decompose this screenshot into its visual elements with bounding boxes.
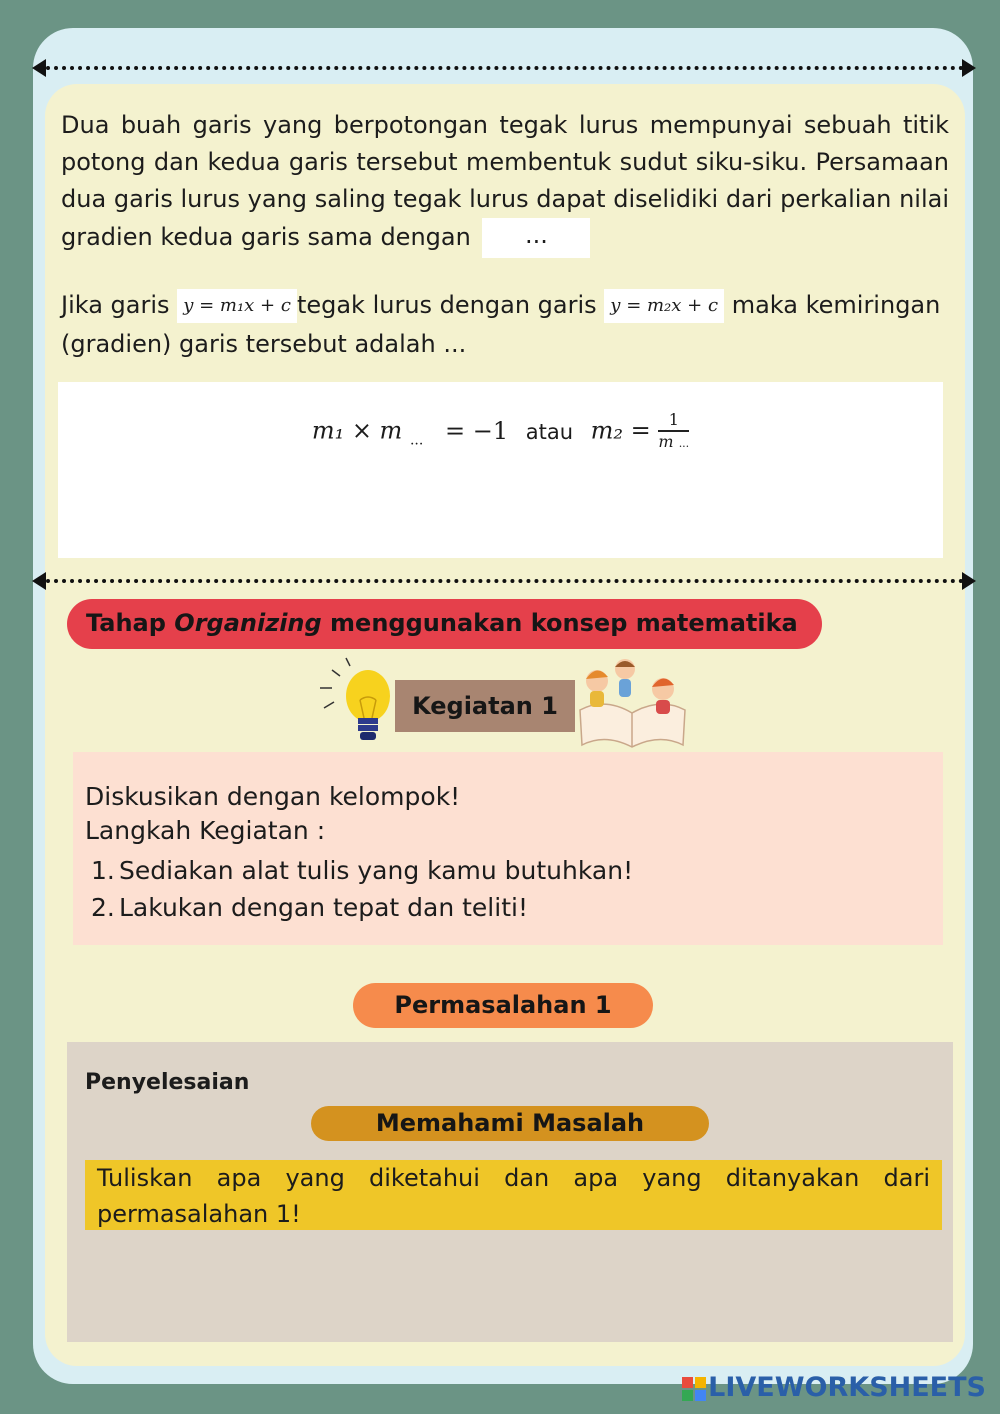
formula-box [58, 382, 943, 558]
formula-blank-1[interactable]: ... [409, 432, 424, 449]
stage-title-pill [67, 599, 822, 649]
liveworksheets-logo [682, 1372, 986, 1403]
step-title-pill: Memahami Masalah [311, 1106, 709, 1141]
formula-equals: = −1 [444, 416, 509, 445]
brand-name: LIVEWORKSHEETS [708, 1372, 986, 1403]
dotted-divider-top [38, 66, 972, 70]
arrow-left-icon [32, 59, 46, 77]
stage-emphasis: Organizing [174, 609, 322, 637]
question-text-3: maka kemiringan (gradien) garis tersebut adalah ... [61, 291, 941, 358]
formula-right: m₂ = [590, 416, 651, 445]
fraction-numerator: 1 [658, 410, 689, 432]
solution-label: Penyelesaian [85, 1070, 250, 1095]
step-text: Lakukan dengan tepat dan teliti! [119, 893, 528, 922]
liveworksheets-badge-icon [682, 1377, 706, 1401]
answer-input[interactable]: ... [482, 218, 590, 258]
step-text: Sediakan alat tulis yang kamu butuhkan! [119, 856, 634, 885]
perpendicular-formula [58, 410, 943, 454]
arrow-left-icon [32, 572, 46, 590]
dotted-divider-middle [38, 579, 972, 583]
equation-line-1: y = m₁x + c [177, 289, 297, 323]
list-item [91, 889, 633, 926]
activity-instruction: Diskusikan dengan kelompok! [85, 782, 461, 811]
formula-blank-2[interactable]: ... [678, 437, 690, 450]
arrow-right-icon [962, 59, 976, 77]
problem-instruction: Tuliskan apa yang diketahui dan apa yang ditanyakan dari permasalahan 1! [85, 1160, 942, 1230]
fraction-denominator [658, 432, 689, 454]
problem-title-pill: Permasalahan 1 [353, 983, 653, 1028]
activity-steps-heading: Langkah Kegiatan : [85, 816, 326, 845]
activity-title: Kegiatan 1 [395, 680, 575, 732]
question-text-1: Jika garis [61, 291, 170, 319]
activity-steps-list [91, 852, 633, 926]
arrow-right-icon [962, 572, 976, 590]
formula-fraction [658, 410, 689, 454]
question-paragraph [61, 286, 991, 364]
activity-steps-box [73, 752, 943, 945]
stage-suffix: menggunakan konsep matematika [321, 609, 798, 637]
step-number: 2. [91, 893, 115, 922]
solution-box [67, 1042, 953, 1342]
formula-atau: atau [525, 419, 574, 444]
step-number: 1. [91, 856, 115, 885]
question-text-2: tegak lurus dengan garis [296, 291, 597, 319]
equation-line-2: y = m₂x + c [604, 289, 724, 323]
reading-kids-illustration [575, 655, 690, 753]
intro-text: Dua buah garis yang berpotongan tegak lurus mempunyai sebuah titik potong dan kedua garis tersebut membentuk sudut siku-siku. Persamaan dua garis lurus yang saling tegak lurus dapat diselidiki dari perkalian nilai gradien kedua garis sama dengan [61, 111, 949, 251]
formula-left: m₁ × m [311, 416, 403, 445]
intro-paragraph [61, 107, 949, 258]
lightbulb-icon [318, 656, 396, 746]
fraction-denominator-var: m [658, 432, 674, 451]
list-item [91, 852, 633, 889]
stage-prefix: Tahap [86, 609, 175, 637]
